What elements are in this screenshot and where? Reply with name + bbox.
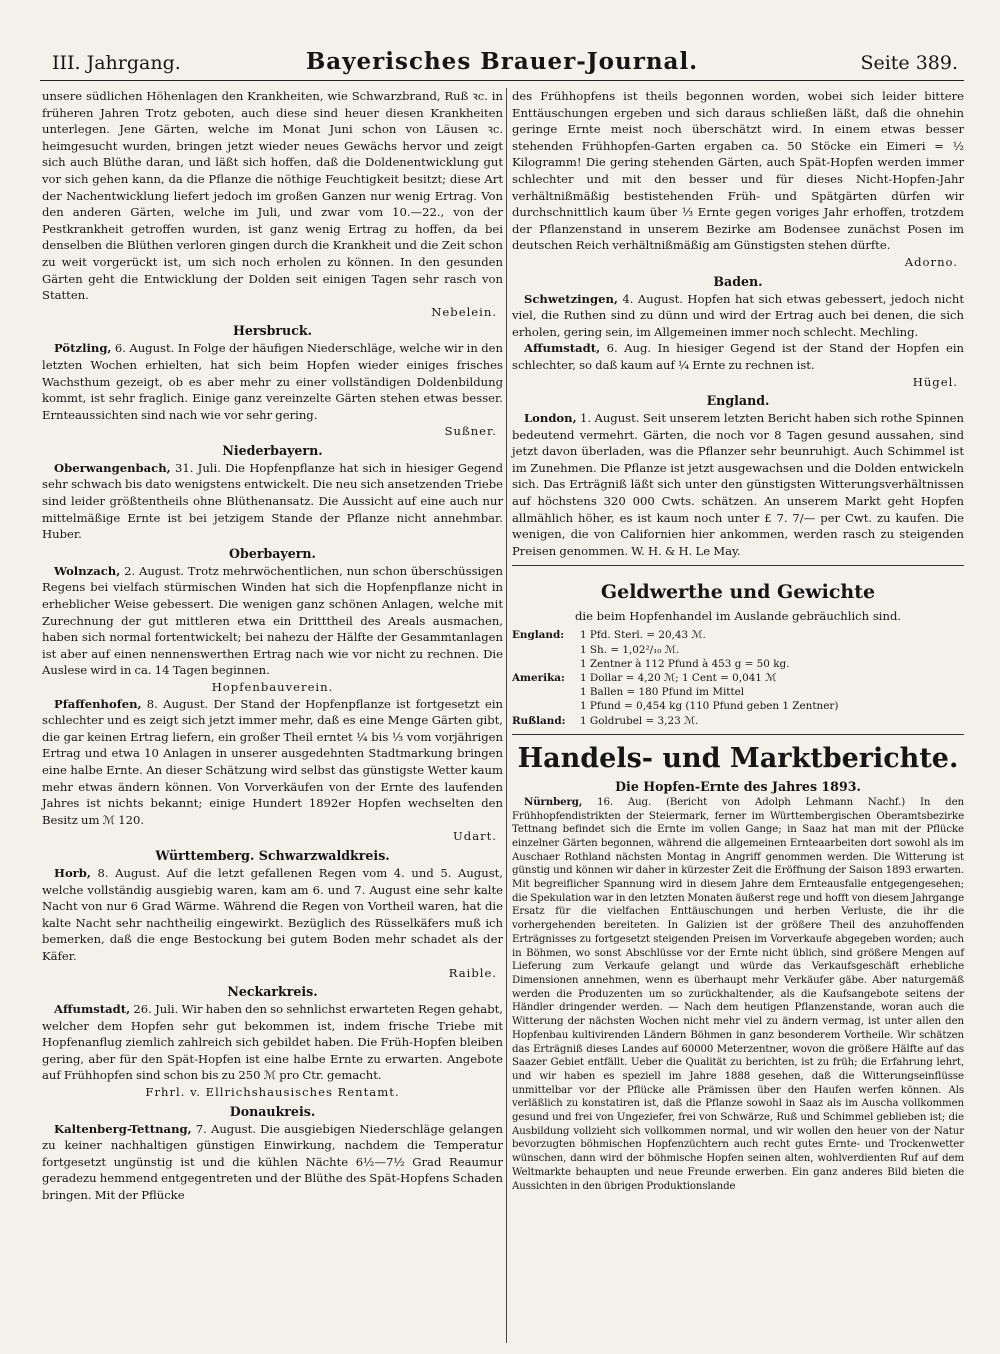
- money-row: [512, 685, 964, 699]
- left-column: [42, 88, 503, 1204]
- money-table: [512, 628, 964, 727]
- report-text: 1. August. Seit unserem letzten Bericht haben sich rothe Spinnen bedeutend vermehrt. Gärten, die noch vor 8 Tagen gesund aussahen, sind jetzt davon überladen, was die Pflanzer sehr beunruhigt. Auch Schimmel ist im Zunehmen. Die Pflanze ist jetzt ausgewachsen und die Dolden entwickeln sich. Das Erträgniß läßt sich unter den günstigsten Witterungsverhältnissen auf höchstens 320 000 Cwts. schätzen. An unserem Markt geht Hopfen allmählich höher, es ist kaum noch unter £ 7. 7/— per Cwt. zu kaufen. Die wenigen, die von Californien hier ankommen, werden rasch zu steigenden Preisen genommen. W. H. & H. Le May.: [512, 411, 964, 558]
- section-heading: Donaukreis.: [229, 1103, 316, 1119]
- report-text: 8. August. Auf die letzt gefallenen Regen vom 4. und 5. August, welche vollständig ausgiebig waren, kam am 6. und 7. August eine sehr kalte Nacht von nur 6 Grad Wärme. Während die Regen von Vortheil waren, hat die kalte Nacht sehr nachtheilig eingewirkt. Bezüglich des Rüsselkäfers muß ich bemerken, daß die enge Bestockung bei gutem Boden mehr schadet als der Käfer.: [42, 865, 503, 963]
- section-heading: Neckarkreis.: [227, 984, 318, 1000]
- report-text: 6. August. In Folge der häufigen Niederschläge, welche wir in den letzten Wochen erhielten, hat sich beim Hopfen wieder einiges frisches Wachsthum gezeigt, ob es aber mehr zu einer vollständigen Doldenbildung kommt, ist sehr fraglich. Einige ganz vereinzelte Gärten stehen etwas besser. Ernteaussichten sind nach wie vor sehr gering.: [42, 341, 503, 422]
- money-row: [512, 657, 964, 671]
- section-rule: [512, 565, 964, 566]
- column-divider: [506, 88, 507, 1343]
- money-row: [512, 628, 964, 642]
- country-label: [512, 657, 574, 671]
- place-name: Affumstadt,: [54, 1002, 131, 1017]
- report-paragraph: [512, 410, 964, 559]
- place-name: Kaltenberg-Tettnang,: [54, 1121, 192, 1136]
- report-paragraph: [512, 340, 964, 373]
- volume-label: III. Jahrgang.: [52, 52, 181, 74]
- report-paragraph: [42, 865, 503, 965]
- country-label: England:: [512, 629, 565, 642]
- report-text: 7. August. Die ausgiebigen Niederschläge gelangen zu keiner nachhaltigen günstigen Einwirkung, nachdem die Temperatur fortgesetzt ungünstig ist und die kühlen Nächte 6½—7½ Grad Reaumur geradezu hemmend entgegentreten und der Blüthe des Spät-Hopfens Schaden bringen. Mit der Pflücke: [42, 1121, 503, 1203]
- place-name: Pötzling,: [54, 341, 112, 356]
- journal-title: Bayerisches Brauer-Journal.: [305, 48, 699, 75]
- report-paragraph: [42, 460, 503, 543]
- money-row: [512, 699, 964, 713]
- conversion-value: 1 Goldrubel = 3,23 ℳ.: [580, 714, 699, 727]
- report-paragraph: [42, 88, 503, 304]
- right-column: [512, 88, 964, 1193]
- country-label: [512, 643, 574, 657]
- report-paragraph: [512, 291, 964, 341]
- place-name: Horb,: [54, 865, 91, 880]
- section-heading: Hersbruck.: [232, 323, 312, 339]
- money-row: [512, 714, 964, 728]
- signature: Frhrl. v. Ellrichshausisches Rentamt.: [145, 1085, 400, 1100]
- conversion-value: 1 Zentner à 112 Pfund à 453 g = 50 kg.: [580, 657, 790, 670]
- signature: Sußner.: [444, 424, 497, 439]
- place-name: London,: [524, 411, 577, 426]
- market-subtitle: Die Hopfen-Ernte des Jahres 1893.: [615, 778, 861, 794]
- report-paragraph: [42, 1001, 503, 1084]
- report-text: 6. Aug. In hiesiger Gegend ist der Stand der Hopfen ein schlechter, so daß kaum auf ¼ Ernte zu rechnen ist.: [512, 341, 964, 372]
- conversion-value: 1 Ballen = 180 Pfund im Mittel: [580, 686, 745, 699]
- signature: Hügel.: [912, 374, 958, 389]
- conversion-value: 1 Dollar = 4,20 ℳ; 1 Cent = 0,041 ℳ: [580, 672, 777, 685]
- report-paragraph: [42, 563, 503, 679]
- page-header: [40, 44, 964, 81]
- money-row: [512, 671, 964, 685]
- report-text: 16. Aug. (Bericht von Adolph Lehmann Nachf.) In den Frühhopfendistrikten der Steiermark, ferner im Württembergischen Oberamtsbezirke Tettnang befindet sich die Ernte im vollen Gange; in Saaz hat man mit der Pflücke einzelner Gärten begonnen, während die allgemeinen Ernteaarbeiten dort sowohl als im Auschaer Rothland nächsten Montag in Angriff genommen werden. Die Witterung ist günstig und können wir daher in kürzester Zeit die Eröffnung der Saison 1893 erwarten. Mit begreiflicher Spannung wird in diesem Jahre dem Ernteausfalle entgegengesehen; die Spekulation war in den letzten Monaten äußerst rege und hofft von diesem Jahrgange Ersatz für die vielfachen Enttäuschungen und herben Verluste, die ihr die vorhergehenden bereiteten. In Galizien ist der größere Theil des anzuhoffenden Erträgnisses zu fortgesetzt steigenden Preisen im Vorverkaufe abgegeben worden; auch in Böhmen, wo sonst Abschlüsse vor der Ernte nicht üblich, sind größere Mengen auf Lieferung zum Verkaufe gelangt und würde das Verkaufsgeschäft erhebliche Dimensionen annehmen, wenn es überhaupt mehr Verkäufer gäbe. Aber naturgemäß werden die Produzenten um so zurückhaltender, als die Kaufsangebote seitens der Händler dringender werden. — Nach dem heutigen Pflanzenstande, woran auch die Witterung der nächsten Wochen nicht mehr viel zu ändern vermag, ist unter allen den Hopfenbau kultivirenden Ländern Böhmen in ganz besonderem Vortheile. Wir schätzen das Erträgniß dieses Landes auf 60000 Meterzentner, wovon die größere Hälfte auf das Saazer Gebiet entfällt. Ueber die Qualität zu berichten, ist zu früh; die Erfahrung lehrt, und wir haben es speziell im Jahre 1888 gesehen, daß die Witterungseinflüsse unmittelbar vor der Pflücke alle Prämissen über den Haufen werfen können. Als verläßlich zu konstatiren ist, daß die Pflanze sowohl in Saaz als im Auscha vollkommen gesund und frei von Ungeziefer, frei von Schwärze, Ruß und Schimmel geblieben ist; die Ausbildung vollzieht sich vollkommen normal, und wir wollen den heuer von der Natur bevorzugten böhmischen Hopfenzüchtern auch recht gutes Ernte- und Trockenwetter wünschen, dann wird der böhmische Hopfen seinen alten, wohlverdienten Ruf auf dem Weltmarkte behaupten und neue Freunde erwerben. Ein ganz anderes Bild bieten die Aussichten in den übrigen Produktionslande: [512, 796, 964, 1192]
- section-rule: [512, 734, 964, 735]
- report-text: unsere südlichen Höhenlagen den Krankheiten, wie Schwarzbrand, Ruß ꝛc. in früheren Jahren Trotz geboten, auch diese sind heuer diesen Krankheiten unterlegen. Jene Gärten, welche im Monat Juni schon von Läusen ꝛc. heimgesucht wurden, bringen jetzt wieder neues Gewächs hervor und zeigt sich auch Blüthe daran, und läßt sich hoffen, daß die Doldenentwicklung gut vor sich gehen kann, da die Pflanze die nöthige Feuchtigkeit besitzt; diese Art der Nachentwicklung liefert jedoch im großen Ganzen nur wenig Ertrag. Von den anderen Gärten, welche im Juli, und zwar vom 10.—22., von der Pestkrankheit getroffen wurden, ist ganz wenig Ertrag zu hoffen, da bei denselben die Blüthen verloren gingen durch die Krankheit und die Zeit schon zu weit vorgerückt ist, um sich noch erholen zu können. In den gesunden Gärten geht die Entwicklung der Dolden seit einigen Tagen sehr rasch von Statten.: [42, 89, 503, 303]
- money-row: [512, 643, 964, 657]
- signature: Udart.: [453, 829, 497, 844]
- page-number: Seite 389.: [860, 52, 958, 74]
- conversion-value: 1 Pfund = 0,454 kg (110 Pfund geben 1 Zentner): [580, 700, 839, 713]
- section-heading: Württemberg. Schwarzwaldkreis.: [155, 847, 390, 863]
- place-name: Affumstadt,: [524, 341, 601, 356]
- place-name: Nürnberg,: [524, 795, 583, 808]
- conversion-value: 1 Sh. = 1,02²/₁₀ ℳ.: [580, 643, 680, 656]
- market-paragraph: [512, 796, 964, 1193]
- report-text: 26. Juli. Wir haben den so sehnlichst erwarteten Regen gehabt, welcher dem Hopfen sehr gut bekommen ist, indem frische Triebe mit Hopfenanflug ziemlich zahlreich sich gebildet haben. Die Früh-Hopfen bleiben gering, aber für den Spät-Hopfen ist eine halbe Ernte zu erwarten. Angebote auf Frühhopfen sind schon bis zu 250 ℳ pro Ctr. gemacht.: [42, 1002, 503, 1083]
- report-paragraph: [42, 340, 503, 423]
- report-paragraph: [42, 696, 503, 829]
- signature: Raible.: [448, 965, 497, 980]
- place-name: Schwetzingen,: [524, 291, 618, 306]
- report-text: 31. Juli. Die Hopfenpflanze hat sich in hiesiger Gegend sehr schwach bis dato wenigstens entwickelt. Die neu sich ansetzenden Triebe sind leider größtentheils ohne Blüthenansatz. Die Aussicht auf eine auch nur mittelmäßige Ernte ist bei jetzigem Stande der Pflanze nicht annehmbar. Huber.: [42, 460, 503, 542]
- country-label: [512, 685, 574, 699]
- signature: Hopfenbauverein.: [211, 680, 334, 694]
- money-table-lead: die beim Hopfenhandel im Auslande gebräuchlich sind.: [574, 609, 902, 624]
- report-text: 4. August. Hopfen hat sich etwas gebessert, jedoch nicht viel, die Ruthen sind zu dünn und wird der Ertrag auch bei denen, die sich erholen, gering sein, im Allgemeinen immer noch schlecht. Mechling.: [512, 291, 964, 339]
- market-section-title: Handels- und Marktberichte.: [517, 742, 959, 774]
- report-text: 2. August. Trotz mehrwöchentlichen, nun schon überschüssigen Regens bei vielfach stürmischen Winden hat sich die Hopfenpflanze nicht in erheblicher Weise gebessert. Die wenigen ganz schönen Anlagen, welche mit Zurechnung der gut mittleren etwa ein Dritttheil des Areals ausmachen, haben sich normal fortentwickelt; bei nahezu der Hälfte der Gesammtanlagen ist aber auf einen nennenswerthen Ertrag nach wie vor nicht zu rechnen. Die Auslese wird in ca. 14 Tagen beginnen.: [42, 563, 503, 678]
- section-heading: Niederbayern.: [222, 442, 323, 458]
- right-column-reports: [512, 88, 964, 559]
- market-report: [512, 796, 964, 1193]
- signature: Adorno.: [904, 254, 958, 269]
- conversion-value: 1 Pfd. Sterl. = 20,43 ℳ.: [580, 629, 706, 642]
- country-label: Rußland:: [512, 714, 566, 727]
- section-heading: Oberbayern.: [229, 545, 316, 561]
- report-text: 8. August. Der Stand der Hopfenpflanze ist fortgesetzt ein schlechter und es zeigt sich jetzt immer mehr, daß es eine Menge Gärten gibt, die gar keinen Ertrag liefern, ein großer Theil erntet ¼ bis ⅓ vom vorjährigen Ertrag und etwa 10 Anlagen in unserer ausgedehnten Stadtmarkung bringen eine halbe Ernte. An dieser Schätzung wird selbst das günstigste Wetter kaum mehr etwas ändern können. Von Vorverkäufen von der Ernte des laufenden Jahres ist nichts bekannt; einige Hundert 1892er Hopfen wechselten den Besitz um ℳ 120.: [42, 696, 503, 827]
- signature: Nebelein.: [431, 304, 497, 319]
- place-name: Oberwangenbach,: [54, 460, 171, 475]
- money-table-title: Geldwerthe und Gewichte: [600, 581, 876, 604]
- country-label: Amerika:: [512, 672, 565, 685]
- section-heading: England.: [706, 393, 770, 409]
- section-heading: Baden.: [713, 273, 763, 289]
- report-text: des Frühhopfens ist theils begonnen worden, wobei sich leider bittere Enttäuschungen ergeben und sich daraus schließen läßt, daß die ohnehin geringe Ernte meist noch überschätzt wird. In einem etwas besser stehenden Frühhopfen-Garten ergaben ca. 50 Stöcke ein Eimeri = ½ Kilogramm! Die gering stehenden Gärten, auch Spät-Hopfen werden immer schlechter und mit den besser und für dieses Nicht-Hopfen-Jahr verhältnißmäßig bestistehenden Früh- und Spätgärten dürfen wir durchschnittlich kaum über ⅓ Ernte gegen voriges Jahr erhoffen, trotzdem der Pflanzenstand in unserem Bezirke am Bodensee zunächst Posen im deutschen Reich verhältnißmäßig am Günstigsten stehen dürfte.: [512, 89, 964, 253]
- report-paragraph: [512, 88, 964, 254]
- country-label: [512, 699, 574, 713]
- place-name: Wolnzach,: [54, 563, 121, 578]
- place-name: Pfaffenhofen,: [54, 696, 142, 711]
- report-paragraph: [42, 1121, 503, 1204]
